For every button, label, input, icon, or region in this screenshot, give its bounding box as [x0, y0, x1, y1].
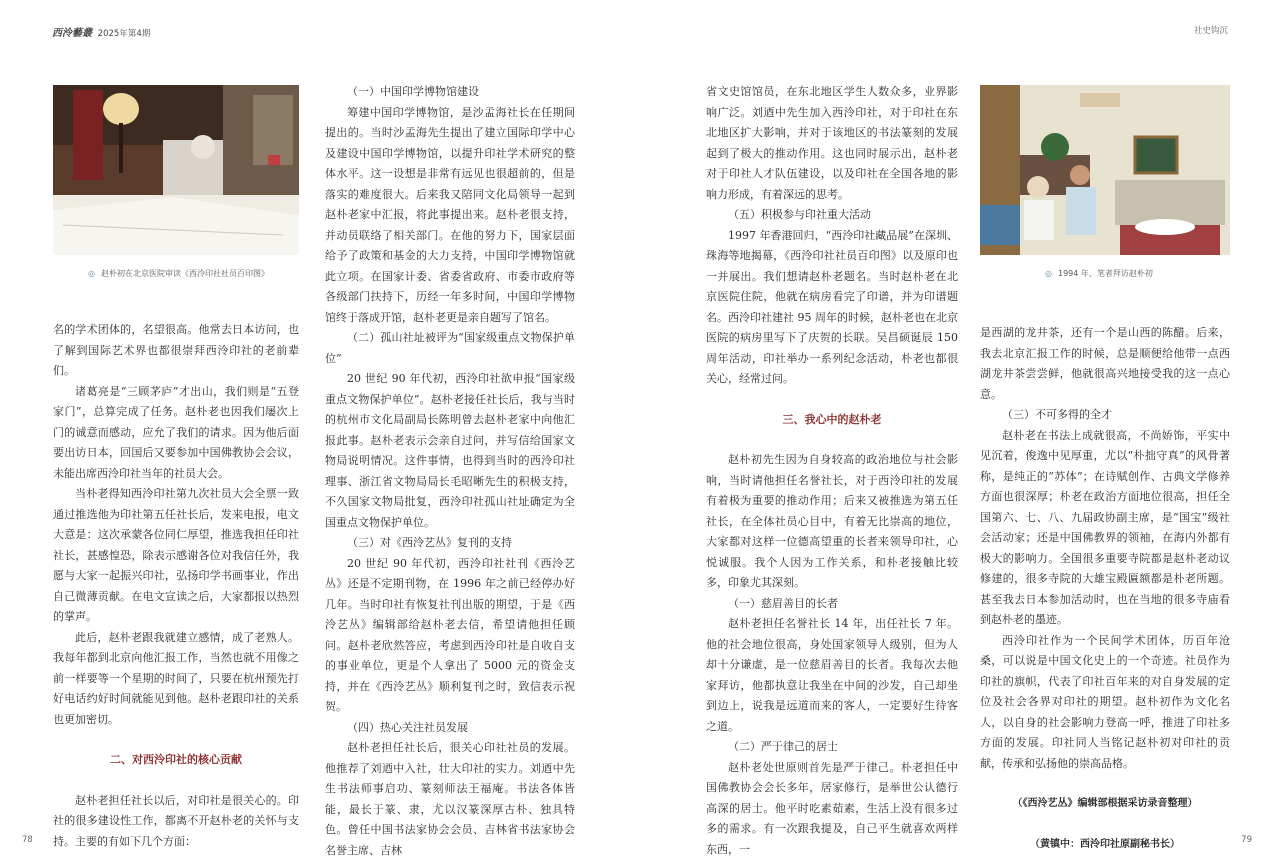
paragraph: 1997 年香港回归，“西泠印社藏品展”在深圳、珠海等地揭幕，《西泠印社社员百印图》以及原印也一并展出。我们想请赵朴老题名。当时赵朴老在北京医院住院，他就在病房看完了印谱，并为印谱题名。西泠印社建社 95 周年的时候，赵朴老也在北京医院的病房里写下了庆贺的长联。吴昌硕诞辰 150 周年活动，印社举办一系列纪念活动，朴老也都很关心，经常过问。 [706, 228, 958, 385]
paragraph: 赵朴老在书法上成就很高，不尚娇饰，平实中见沉着，俊逸中见厚重，尤以“朴拙守真”的风骨著称，是纯正的“苏体”；在诗赋创作、古典文学修养方面也很深厚；朴老在政治方面地位很高，担任全国第六、七、八、九届政协副主席，是“国宝”级社会活动家；还是中国佛教界的领袖，在海内外都有极大的影响力。全国很多重要寺院都是赵朴老动议修建的，很多寺院的大雄宝殿匾额都是朴老所题。甚至我去日本参加活动时，也在当地的很多寺庙看到赵朴老的墨迹。 [980, 428, 1230, 626]
paragraph: 赵朴初先生因为自身较高的政治地位与社会影响，当时请他担任名誉社长，对于西泠印社的发展有着极为重要的推动作用；后来又被推选为第五任社长，在全体社员心目中，有着无比崇高的地位，大家都对这样一位德高望重的长者来领导印社，心悦诚服。我个人因为工作关系，和朴老接触比较多，印象尤其深刻。 [706, 453, 958, 589]
paragraph: 名的学术团体的，名望很高。他常去日本访问，也了解到国际艺术界也都很崇拜西泠印社的老前辈们。 [53, 323, 299, 377]
subsection-heading: （三）不可多得的全才 [1002, 408, 1112, 421]
paragraph: 省文史馆馆员，在东北地区学生人数众多，业界影响广泛。刘迺中先生加入西泠印社，对于印社在东北地区扩大影响，并对于该地区的书法篆刻的发展起到了极大的推动作用。这也同时展示出，赵朴老对于印社人才队伍建设，以及印社在全国各地的影响力形成，有着深远的思考。 [706, 85, 958, 201]
subsection-heading: （二）严于律己的居士 [728, 740, 838, 753]
text-column-4 [980, 323, 1230, 855]
subsection-heading: （一）中国印学博物馆建设 [347, 85, 479, 98]
paragraph: 此后，赵朴老跟我就建立感情，成了老熟人。我每年都到北京向他汇报工作，当然也就不用像之前一样要等一个星期的时间了，只要在杭州预先打好电话约好时间就能见到他。赵朴老跟印社的关系也更加密切。 [53, 630, 299, 726]
subsection-heading: （一）慈眉善目的长者 [728, 596, 838, 610]
paragraph: 西泠印社作为一个民间学术团体，历百年沧桑，可以说是中国文化史上的一个奇迹。社员作为印社的旗帜，代表了印社百年来的对自身发展的定位及社会各界对印社的期望。赵朴初作为文化名人，以自身的社会影响力登高一呼，推进了印社多方面的发展。印社同人当铭记赵朴初对印社的贡献，传承和弘扬他的崇高品格。 [980, 633, 1230, 770]
text-column-2 [325, 82, 575, 861]
issue-label: 2025年第4期 [97, 29, 151, 39]
section-heading: 三、我心中的赵朴老 [782, 412, 882, 426]
photo-author-visit [980, 85, 1230, 255]
subsection-heading: （四）热心关注社员发展 [347, 720, 468, 734]
paragraph: 当朴老得知西泠印社第九次社员大会全票一致通过推选他为印社第五任社长后，发来电报，电文大意是：这次承蒙各位同仁厚望，推选我担任印社社长，甚感惶恐，除表示感谢各位对我信任外，我愿与大家一起振兴印社，弘扬印学书画事业，作出自己微薄贡献。在电文宣读之后，大家都报以热烈的掌声。 [53, 487, 299, 623]
caption-bullet-icon: ◎ [88, 269, 95, 278]
photo-caption: ◎ 赵朴初在北京医院审读《西泠印社社员百印图》 [88, 269, 269, 278]
paragraph: 20 世纪 90 年代初，西泠印社社刊《西泠艺丛》还是不定期刊物，在 1996 年之前已经停办好几年。当时印社有恢复社刊出版的期望，于是《西泠艺丛》编辑部给赵朴老去信，希望请他担任顾问。赵朴老欣然答应，考虑到西泠印社是自收自支的事业单位，更是个人拿出了 5000 元的资金支持，并在《西泠艺丛》顺利复刊之时，致信表示祝贺。 [325, 556, 575, 713]
subsection-heading: （三）对《西泠艺丛》复刊的支持 [347, 536, 512, 549]
paragraph: 筹建中国印学博物馆，是沙孟海社长在任期间提出的。当时沙孟海先生提出了建立国际印学中心及建设中国印学博物馆，以提升印社学术研究的整体水平。这一设想是非常有远见也很超前的，但是落实的难度很大。后来我又陪同文化局领导一起到赵朴老家中汇报，将此事提出来。赵朴老很支持，并动员联络了相关部门。在他的努力下，国家层面给予了政策和基金的大力支持，中国印学博物馆就此立项。在国家计委、省委省政府、市委市政府等各级部门扶持下，历经一年多时间，中国印学博物馆终于落成开馆，赵朴老更是亲自题写了馆名。 [325, 105, 575, 324]
editor-note: （《西泠艺丛》编辑部根据采访录音整理） [1012, 798, 1198, 809]
subsection-heading: （二）孤山社址被评为“国家级重点文物保护单位” [325, 331, 575, 365]
paragraph: 赵朴老处世原则首先是严于律己。朴老担任中国佛教协会会长多年，居家修行，是举世公认德行高深的居士。他平时吃素茹素，生活上没有很多过多的需求。有一次跟我提及，自己平生就喜欢两样东西，一 [706, 760, 958, 856]
page-number-left: 78 [22, 835, 33, 845]
caption-bullet-icon: ◎ [1045, 269, 1052, 278]
photo-caption: ◎ 1994 年，笔者拜访赵朴初 [1045, 269, 1153, 278]
paragraph: 是西湖的龙井茶，还有一个是山西的陈醋。后来，我去北京汇报工作的时候，总是顺便给他带一点西湖龙井茶尝尝鲜，他就很高兴地接受我的这一点心意。 [980, 326, 1230, 401]
photo-zhao-reading [53, 85, 299, 255]
section-heading: 二、对西泠印社的核心贡献 [110, 753, 242, 766]
page-number-right: 79 [1241, 835, 1252, 845]
paragraph: 赵朴老担任社长以后，对印社是很关心的。印社的很多建设性工作，都离不开赵朴老的关怀与支持。主要的有如下几个方面： [53, 793, 299, 848]
paragraph: 赵朴老担任名誉社长 14 年，出任社长 7 年。他的社会地位很高，身处国家领导人级别，但为人却十分谦虚，是一位慈眉善目的长者。我每次去他家拜访，他都执意让我坐在中间的沙发，自己却坐到边上，说我是远道而来的客人，一定要好生待客之道。 [706, 617, 958, 733]
paragraph: 诸葛亮是“三顾茅庐”才出山，我们则是“五登家门”，总算完成了任务。赵朴老也因我们屡次上门的诚意而感动，应允了我们的请求。因为他后面要出访日本，回国后又要参加中国佛教协会会议，未能出席西泠印社当年的社员大会。 [53, 384, 299, 480]
text-column-1 [53, 320, 299, 852]
section-label: 社史钩沉 [1193, 26, 1228, 36]
paragraph: 赵朴老担任社长后，很关心印社社员的发展。他推荐了刘迺中入社，壮大印社的实力。刘迺中先生书法师事启功、篆刻师法王福庵。书法各体皆能，最长于篆、隶，尤以汉篆深厚古朴、独具特色。曾任中国书法家协会会员、吉林省书法家协会名誉主席、吉林 [325, 741, 575, 857]
magazine-logo: 西泠藝叢 [52, 28, 92, 39]
running-header-left [52, 24, 150, 39]
author-credit: （黄镇中：西泠印社原副秘书长） [1030, 838, 1180, 850]
paragraph: 20 世纪 90 年代初，西泠印社欲申报“国家级重点文物保护单位”。赵朴老接任社长后，我与当时的杭州市文化局副局长陈明曾去赵朴老家中向他汇报此事。赵朴老表示会亲自过问，并写信给国家文物局说明情况。这件事情，也得到当时的西泠印社理事、浙江省文物局局长毛昭晰先生的积极支持，不久国家文物局批复，西泠印社孤山社址确定为全国重点文物保护单位。 [325, 372, 575, 529]
subsection-heading: （五）积极参与印社重大活动 [728, 208, 871, 221]
text-column-3 [706, 82, 958, 860]
